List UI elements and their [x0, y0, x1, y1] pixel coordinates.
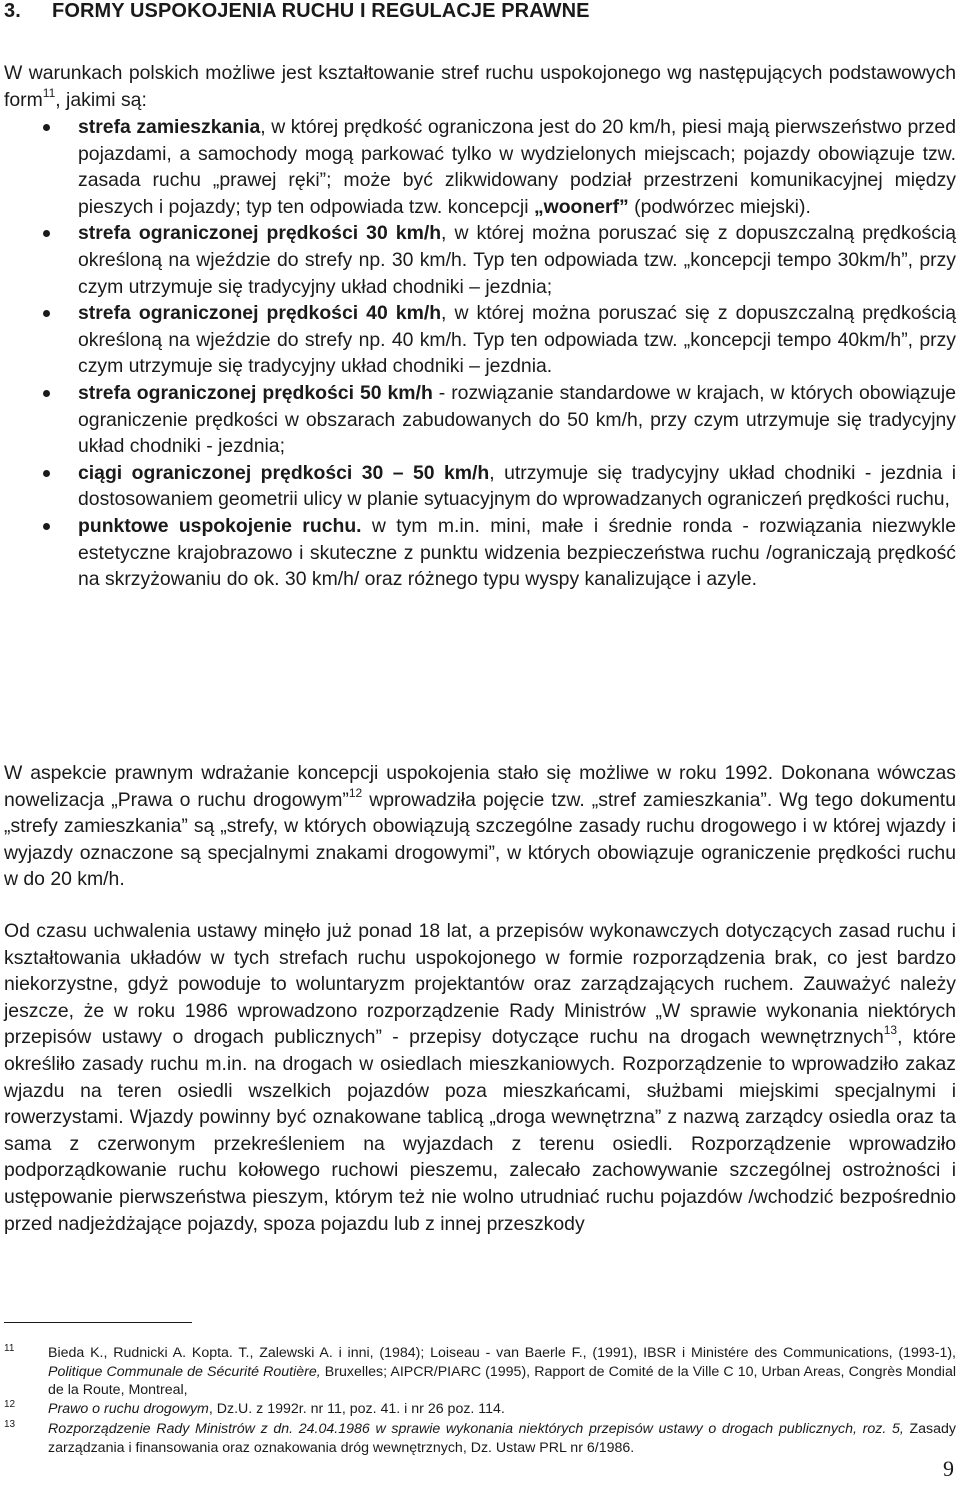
list-item — [0, 513, 960, 593]
list-item — [0, 380, 960, 460]
item-text: , w której można poruszać się z dopuszczalną prędkością określoną na wjeździe do strefy np. 40 km/h. Typ ten odpowiada tzw. „koncepcji tempo 40km/h”, przy czym utrzymuje się tradycyjny układ chodniki – jezdnia. — [78, 302, 956, 378]
footnote-11 — [0, 1344, 960, 1400]
footnote-12 — [0, 1400, 960, 1419]
list-item — [0, 300, 960, 380]
item-text: - rozwiązanie standardowe w krajach, w których obowiązuje ograniczenie prędkości w obszarach zabudowanych do 50 km/h, przy czym utrzymuje się tradycyjny układ chodniki - jezdnia; — [78, 381, 956, 458]
footnote-mark: 13 — [4, 1419, 16, 1430]
forms-list — [0, 114, 960, 593]
item-term: punktowe uspokojenie ruchu. — [78, 514, 362, 537]
list-item — [0, 114, 960, 220]
footnote-text: Bieda K., Rudnicki A. Kopta. T., Zalewski A. i inni, (1984); Loiseau - van Baerle F., (1991), IBSR i Ministére des Communications, (1993-1), Politique Communale de Sécurité Routière, Bruxelles; AIPCR/PIARC (1995), Rapport de Comité de la Ville C 10, Urban Areas, Congrès Mondial de la Route, Montreal, — [48, 1345, 956, 1399]
intro-text-end: , jakimi są: — [55, 88, 147, 111]
paragraph-text-end: wprowadziła pojęcie tzw. „stref zamieszkania”. Wg tego dokumentu „strefy zamieszkania” są „strefy, w których obowiązują szczególne zasady ruchu drogowego i w której wjazdy i wyjazdy oznaczone są specjalnymi znakami drogowymi”, w których obowiązuje ograniczenie prędkości ruchu w do 20 km/h. — [4, 788, 956, 891]
footnote-text: Prawo o ruchu drogowym, Dz.U. z 1992r. nr 11, poz. 41. i nr 26 poz. 114. — [48, 1401, 505, 1417]
paragraph-text: W aspekcie prawnym wdrażanie koncepcji uspokojenia stało się możliwe w roku 1992. Dokonana wówczas nowelizacja „Prawa o ruchu drogowym” — [4, 762, 956, 811]
intro-paragraph — [4, 60, 956, 113]
footnote-text: Rozporządzenie Rady Ministrów z dn. 24.04.1986 w sprawie wykonania niektórych przepisów ustawy o drogach publicznych, roz. 5, Zasady zarządzania i finansowania oraz oznakowania dróg wewnętrznych, Dz. Ustaw PRL nr 6/1986. — [48, 1421, 956, 1456]
legal-aspect-paragraph — [4, 760, 956, 893]
footnote-divider — [4, 1322, 192, 1323]
footnote-mark: 11 — [4, 1343, 15, 1354]
item-term: strefa zamieszkania — [78, 116, 261, 138]
item-text-2: (podwórzec miejski). — [628, 195, 811, 218]
item-term: strefa ograniczonej prędkości 50 km/h — [78, 381, 433, 404]
paragraph-text: Od czasu uchwalenia ustawy minęło już ponad 18 lat, a przepisów wykonawczych dotyczących zasad ruchu i kształtowania układów w tych strefach ruchu uspokojonego w formie rozporządzenia brak, co jest bardzo niekorzystne, gdyż powoduje to woluntaryzm projektantów oraz zarządzających ruchem. Zauważyć należy jeszcze, że w roku 1986 wprowadzono rozporządzenie Rady Ministrów „W sprawie wykonania niektórych przepisów ustawy o drogach publicznych” - przepisy dotyczące ruchu na drogach wewnętrznych — [4, 920, 956, 1049]
section-title: FORMY USPOKOJENIA RUCHU I REGULACJE PRAWNE — [52, 0, 590, 22]
item-term: strefa ograniczonej prędkości 40 km/h — [78, 302, 442, 325]
item-term: ciągi ograniczonej prędkości 30 – 50 km/h — [78, 461, 490, 484]
list-item — [0, 220, 960, 300]
footnote-13 — [0, 1420, 960, 1457]
item-text: , w której można poruszać się z dopuszczalną prędkością określoną na wjeździe do strefy np. 30 km/h. Typ ten odpowiada tzw. „koncepcji tempo 30km/h”, przy czym utrzymuje się tradycyjny układ chodniki – jezdnia; — [78, 222, 956, 298]
item-term: strefa ograniczonej prędkości 30 km/h — [78, 222, 442, 245]
footnote-ref[interactable]: 13 — [883, 1023, 898, 1038]
item-text: , utrzymuje się tradycyjny układ chodniki - jezdnia i dostosowaniem geometrii ulicy w planie sytuacyjnym do wprowadzanych ograniczeń prędkości ruchu, — [78, 461, 957, 511]
footnote-ref[interactable]: 11 — [42, 85, 56, 100]
item-term-2: „woonerf” — [533, 195, 629, 218]
list-item — [0, 460, 960, 513]
section-number: 3. — [4, 0, 21, 22]
footnote-mark: 12 — [4, 1399, 16, 1410]
item-text: w tym m.in. mini, małe i średnie ronda - rozwiązania niezwykle estetyczne krajobrazowo i skuteczne z punktu widzenia bezpieczeństwa ruchu /ograniczają prędkość na skrzyżowaniu do ok. 30 km/h/ oraz różnego typu wyspy kanalizujące i azyle. — [78, 514, 956, 591]
footnote-ref[interactable]: 12 — [348, 785, 363, 800]
regulation-paragraph — [4, 918, 956, 1237]
item-text: , w której prędkość ograniczona jest do 20 km/h, piesi mają pierwszeństwo przed pojazdami, a samochody mogą parkować tylko w wydzielonych miejscach; pojazdy obowiązuje tzw. zasada ruchu „prawej ręki”; może być zlikwidowany podział przestrzeni komunikacyjnej między pieszych i pojazdy; typ ten odpowiada tzw. koncepcji — [78, 116, 956, 218]
intro-text: W warunkach polskich możliwe jest kształtowanie stref ruchu uspokojonego wg następujących podstawowych form — [4, 62, 956, 111]
page-number: 9 — [943, 1456, 954, 1481]
paragraph-text-end: , które określiło zasady ruchu m.in. na drogach w osiedlach mieszkaniowych. Rozporządzenie to wprowadziło zakaz wjazdu na teren osiedli wszelkich pojazdów poza mieszkańcami, służbami miejskimi specjalnymi i rowerzystami. Wjazdy powinny być oznakowane tablicą „droga wewnętrzna” z nazwą zarządcy osiedla oraz ta sama z czerwonym przekreśleniem na wyjazdach z terenu osiedli. Rozporządzenie wprowadziło podporządkowanie ruchu kołowego ruchowi pieszemu, zalecało zachowywanie szczególnej ostrożności i ustępowanie pierwszeństwa pieszym, którym też nie wolno utrudniać ruchu pojazdów /wchodzić bezpośrednio przed nadjeżdżające pojazdy, spoza pojazdu lub z innej przeszkody — [4, 1026, 956, 1235]
section-heading — [4, 0, 590, 23]
